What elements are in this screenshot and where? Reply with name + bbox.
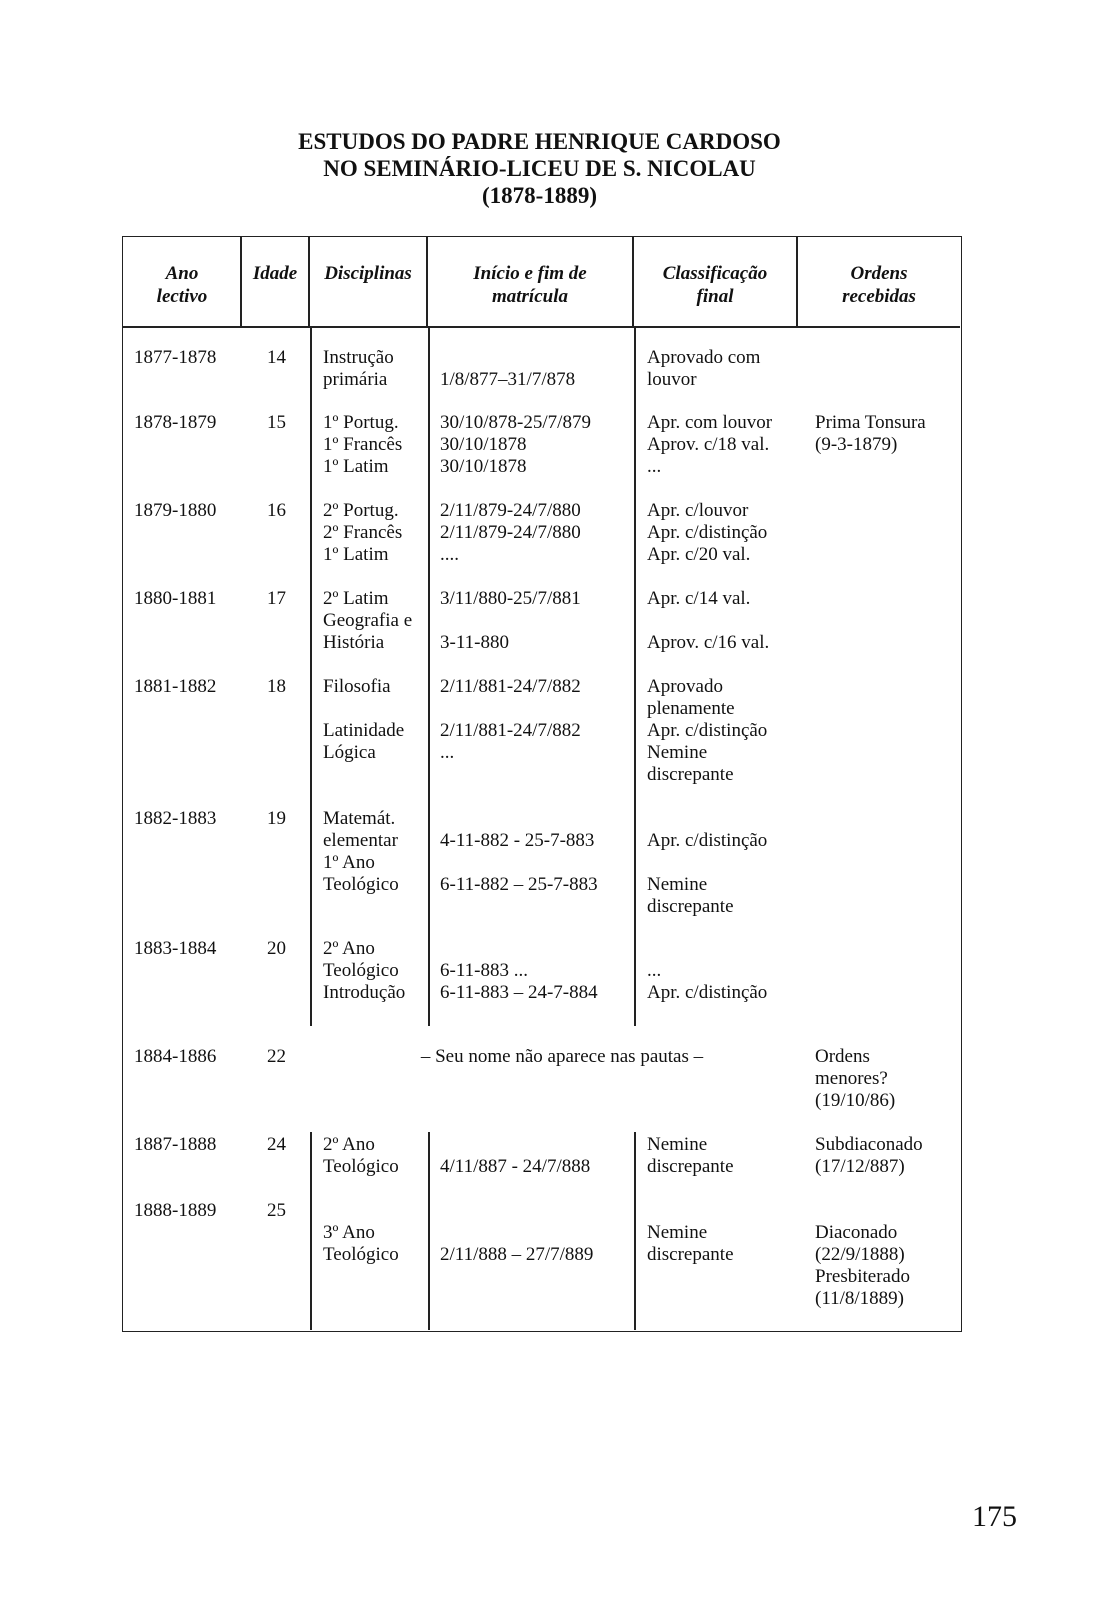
- title-line-2: NO SEMINÁRIO-LICEU DE S. NICOLAU: [323, 156, 756, 181]
- page-number: 175: [972, 1500, 1017, 1533]
- cell-ano-lectivo: 1883-1884: [134, 938, 217, 959]
- cell-classificacao: Apr. c/louvor Apr. c/distinção Apr. c/20 val.: [647, 500, 768, 565]
- cell-disciplinas: Matemát. elementar 1º Ano Teológico: [323, 808, 399, 895]
- cell-disciplinas: 1º Portug. 1º Francês 1º Latim: [323, 412, 403, 477]
- cell-matricula: 3/11/880-25/7/881 3-11-880: [440, 588, 581, 653]
- cell-idade: 17: [267, 588, 286, 609]
- cell-ano-lectivo: 1881-1882: [134, 676, 217, 697]
- cell-ordens: Prima Tonsura (9-3-1879): [815, 412, 926, 455]
- cell-matricula: 6-11-883 ... 6-11-883 – 24-7-884: [440, 960, 598, 1003]
- cell-disciplinas: 2º Latim Geografia e História: [323, 588, 413, 653]
- cell-ano-lectivo: 1888-1889: [134, 1200, 217, 1221]
- header-idade: Idade: [252, 263, 298, 284]
- header-classificacao-final: Classificação final: [662, 263, 768, 307]
- header-ano-lectivo: Ano lectivo: [156, 263, 208, 307]
- cell-classificacao: Nemine discrepante: [647, 1134, 734, 1177]
- cell-ano-lectivo: 1880-1881: [134, 588, 217, 609]
- cell-classificacao: Aprovado plenamente Apr. c/distinção Nemine discrepante: [647, 676, 768, 785]
- cell-idade: 15: [267, 412, 286, 433]
- cell-classificacao: Apr. c/14 val. Aprov. c/16 val.: [647, 588, 770, 653]
- cell-idade: 24: [267, 1134, 286, 1155]
- cell-ordens: Diaconado (22/9/1888) Presbiterado (11/8/1889): [815, 1222, 910, 1309]
- cell-disciplinas: 2º Ano Teológico Introdução: [323, 938, 406, 1003]
- cell-idade: 18: [267, 676, 286, 697]
- cell-disciplinas: Instrução primária: [323, 347, 394, 390]
- page-title: [0, 128, 1109, 209]
- cell-idade: 16: [267, 500, 286, 521]
- cell-note: – Seu nome não aparece nas pautas –: [420, 1046, 704, 1067]
- cell-ordens: Ordens menores? (19/10/86): [815, 1046, 896, 1111]
- cell-ano-lectivo: 1879-1880: [134, 500, 217, 521]
- cell-ordens: Subdiaconado (17/12/887): [815, 1134, 923, 1177]
- cell-matricula: 30/10/878-25/7/879 30/10/1878 30/10/1878: [440, 412, 591, 477]
- cell-ano-lectivo: 1877-1878: [134, 347, 217, 368]
- cell-disciplinas: 2º Portug. 2º Francês 1º Latim: [323, 500, 403, 565]
- cell-matricula: 4-11-882 - 25-7-883 6-11-882 – 25-7-883: [440, 830, 598, 895]
- cell-matricula: 2/11/888 – 27/7/889: [440, 1244, 594, 1265]
- cell-disciplinas: 2º Ano Teológico: [323, 1134, 399, 1177]
- cell-ano-lectivo: 1878-1879: [134, 412, 217, 433]
- cell-idade: 14: [267, 347, 286, 368]
- title-line-1: ESTUDOS DO PADRE HENRIQUE CARDOSO: [298, 129, 781, 154]
- cell-classificacao: Aprovado com louvor: [647, 347, 761, 390]
- cell-ano-lectivo: 1887-1888: [134, 1134, 217, 1155]
- cell-ano-lectivo: 1884-1886: [134, 1046, 217, 1067]
- header-ordens-recebidas: Ordens recebidas: [842, 263, 916, 307]
- cell-matricula: 4/11/887 - 24/7/888: [440, 1156, 591, 1177]
- cell-idade: 19: [267, 808, 286, 829]
- cell-matricula: 2/11/881-24/7/882 2/11/881-24/7/882 ...: [440, 676, 581, 763]
- header-inicio-fim-matricula: Início e fim de matrícula: [473, 263, 587, 307]
- cell-disciplinas: Filosofia Latinidade Lógica: [323, 676, 405, 763]
- cell-ano-lectivo: 1882-1883: [134, 808, 217, 829]
- cell-idade: 25: [267, 1200, 286, 1221]
- cell-matricula: 1/8/877–31/7/878: [440, 369, 576, 390]
- cell-classificacao: Apr. com louvor Aprov. c/18 val. ...: [647, 412, 773, 477]
- cell-idade: 22: [267, 1046, 286, 1067]
- cell-classificacao: Nemine discrepante: [647, 1222, 734, 1265]
- header-disciplinas: Disciplinas: [324, 263, 412, 284]
- title-line-3: (1878-1889): [482, 183, 597, 208]
- cell-matricula: 2/11/879-24/7/880 2/11/879-24/7/880 ....: [440, 500, 581, 565]
- cell-disciplinas: 3º Ano Teológico: [323, 1222, 399, 1265]
- cell-idade: 20: [267, 938, 286, 959]
- cell-classificacao: ... Apr. c/distinção: [647, 960, 768, 1003]
- cell-classificacao: Apr. c/distinção Nemine discrepante: [647, 830, 768, 917]
